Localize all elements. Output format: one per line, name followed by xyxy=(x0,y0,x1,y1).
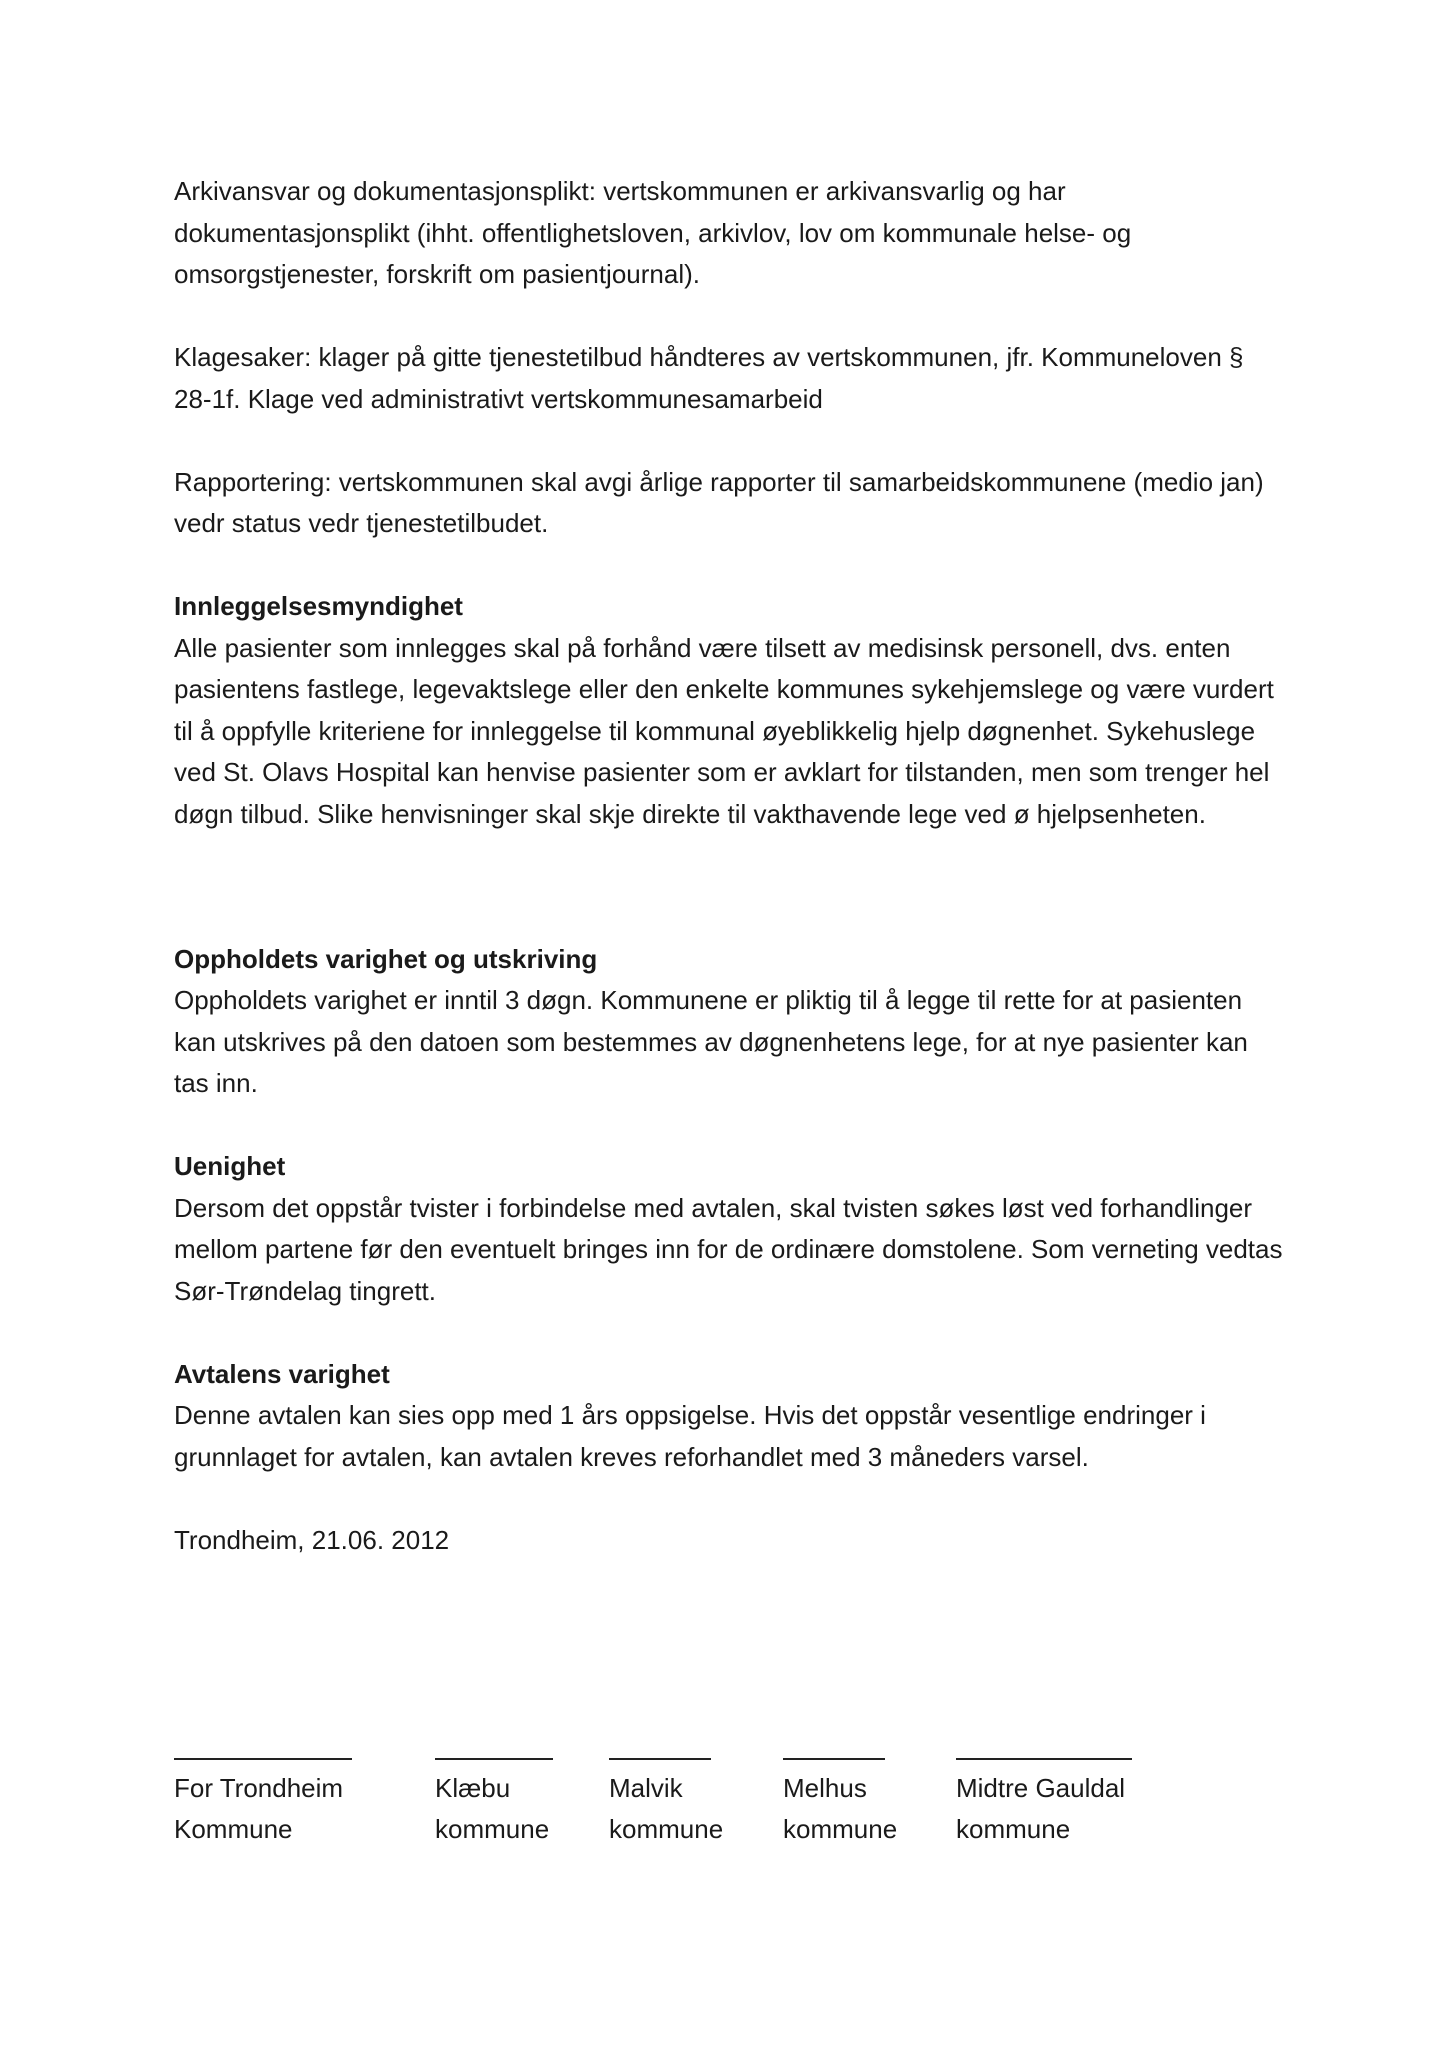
signature-name-line2: kommune xyxy=(956,1814,1071,1844)
signature-name-line1: Midtre Gauldal xyxy=(956,1773,1126,1803)
signature-malvik xyxy=(609,1758,723,1850)
signature-name-line2: kommune xyxy=(783,1814,898,1844)
signature-name-line2: Kommune xyxy=(174,1814,293,1844)
place-and-date: Trondheim, 21.06. 2012 xyxy=(174,1524,450,1555)
spacer xyxy=(174,545,1284,587)
heading-innleggelsesmyndighet: Innleggelsesmyndighet xyxy=(174,591,463,621)
heading-uenighet: Uenighet xyxy=(174,1151,286,1181)
signature-line xyxy=(174,1758,352,1760)
spacer xyxy=(174,420,1284,462)
spacer xyxy=(174,1105,1284,1147)
signature-line xyxy=(435,1758,553,1760)
signature-melhus xyxy=(783,1758,897,1850)
signature-midtre-gauldal xyxy=(956,1758,1132,1850)
signature-klaebu xyxy=(435,1758,553,1850)
document-body xyxy=(174,171,1284,1561)
paragraph-uenighet: Dersom det oppstår tvister i forbindelse med avtalen, skal tvisten søkes løst ved forhandlinger mellom partene før den eventuelt bringes inn for de ordinære domstolene. Som verneting vedtas Sør-Trøndelag tingrett. xyxy=(174,1192,1283,1306)
spacer xyxy=(174,835,1284,897)
signature-line xyxy=(783,1758,885,1760)
paragraph-rapportering: Rapportering: vertskommunen skal avgi årlige rapporter til samarbeidskommunene (medio jan) vedr status vedr tjenestetilbudet. xyxy=(174,466,1264,538)
signature-block xyxy=(0,1758,1448,1878)
heading-oppholdets-varighet: Oppholdets varighet og utskriving xyxy=(174,943,598,974)
heading-avtalens-varighet: Avtalens varighet xyxy=(174,1358,390,1389)
paragraph-arkivansvar: Arkivansvar og dokumentasjonsplikt: vertskommunen er arkivansvarlig og har dokumentasjonsplikt (ihht. offentlighetsloven, arkivlov, lov om kommunale helse- og omsorgstjenester, forskrift om pasientjournal). xyxy=(174,176,1132,289)
signature-line xyxy=(609,1758,711,1760)
spacer xyxy=(174,1478,1284,1520)
paragraph-avtalens-varighet: Denne avtalen kan sies opp med 1 års oppsigelse. Hvis det oppstår vesentlige endringer i grunnlaget for avtalen, kan avtalen kreves reforhandlet med 3 måneders varsel. xyxy=(174,1400,1206,1472)
paragraph-oppholdets-varighet: Oppholdets varighet er inntil 3 døgn. Kommunene er pliktig til å legge til rette for at pasienten kan utskrives på den datoen som bestemmes av døgnenhetens lege, for at nye pasienter kan tas inn. xyxy=(174,985,1248,1098)
signature-name-line1: For Trondheim xyxy=(174,1773,344,1803)
signature-name-line1: Melhus xyxy=(783,1773,867,1803)
signature-trondheim xyxy=(174,1758,352,1850)
paragraph-klagesaker: Klagesaker: klager på gitte tjenestetilbud håndteres av vertskommunen, jfr. Kommuneloven § 28-1f. Klage ved administrativt vertskommunesamarbeid xyxy=(174,342,1244,414)
signature-name-line2: kommune xyxy=(609,1814,724,1844)
spacer xyxy=(174,1312,1284,1354)
signature-name-line1: Malvik xyxy=(609,1773,683,1803)
signature-name-line2: kommune xyxy=(435,1814,550,1844)
signature-line xyxy=(956,1758,1132,1760)
spacer xyxy=(174,296,1284,338)
paragraph-innleggelsesmyndighet: Alle pasienter som innlegges skal på forhånd være tilsett av medisinsk personell, dvs. enten pasientens fastlege, legevaktslege eller den enkelte kommunes sykehjemslege og være vurdert til å oppfylle kriteriene for innleggelse til kommunal øyeblikkelig hjelp døgnenhet. Sykehuslege ved St. Olavs Hospital kan henvise pasienter som er avklart for tilstanden, men som trenger hel døgn tilbud. Slike henvisninger skal skje direkte til vakthavende lege ved ø hjelpsenheten. xyxy=(174,632,1274,829)
spacer xyxy=(174,897,1284,939)
signature-name-line1: Klæbu xyxy=(435,1773,511,1803)
